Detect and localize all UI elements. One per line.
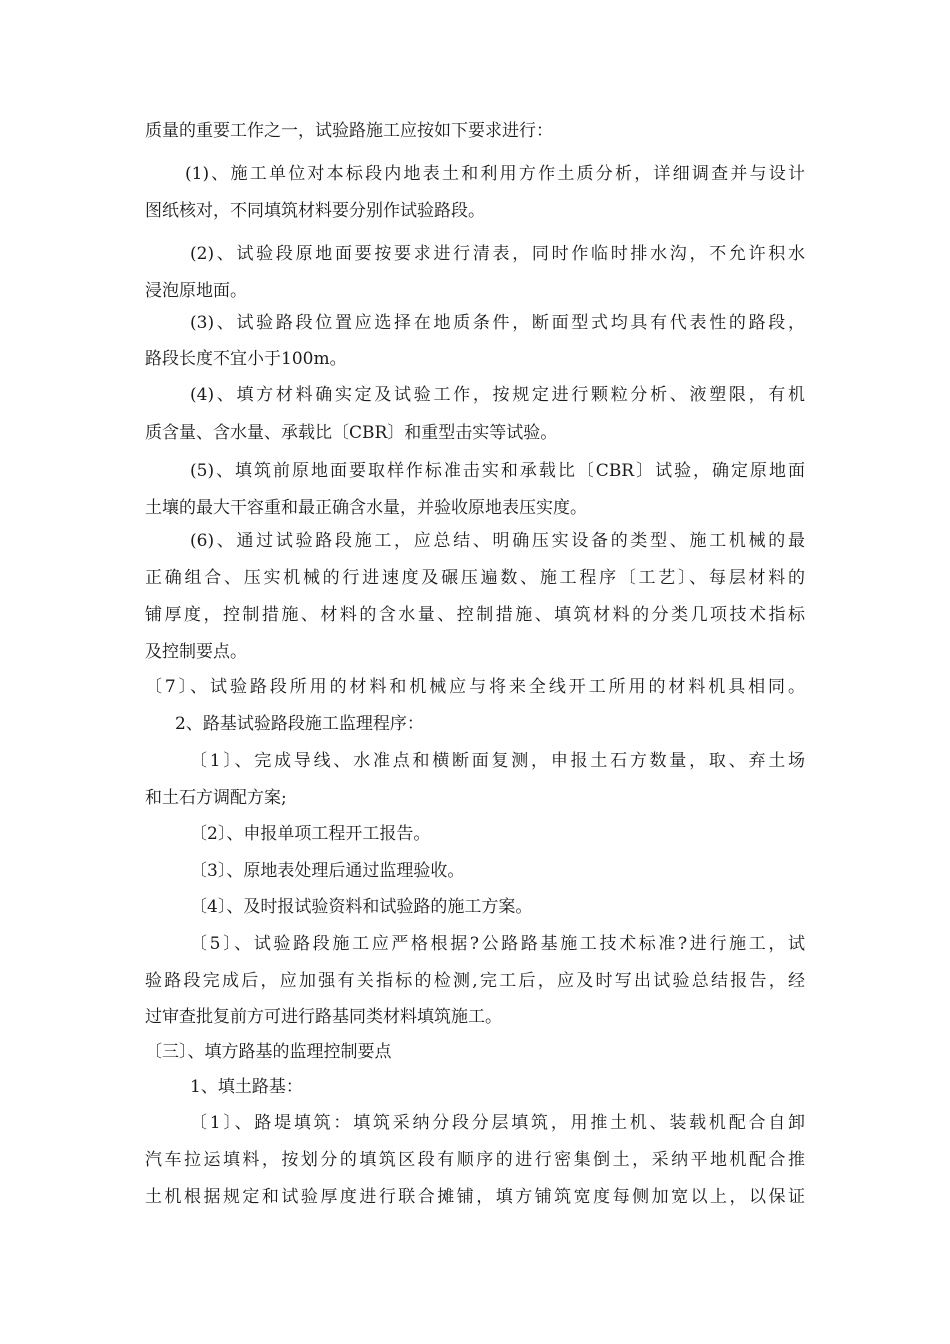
text-line: 铺厚度，控制措施、材料的含水量、控制措施、填筑材料的分类几项技术指标 bbox=[145, 605, 805, 625]
text-line: 土壤的最大干容重和最正确含水量，并验收原地表压实度。 bbox=[145, 498, 587, 518]
section-heading: 〔三〕、填方路基的监理控制要点 bbox=[145, 1042, 392, 1062]
text-line: 和土石方调配方案; bbox=[145, 788, 287, 808]
text-line: 质量的重要工作之一，试验路施工应按如下要求进行： bbox=[145, 121, 553, 141]
text-line: 验路段完成后，应加强有关指标的检测,完工后，应及时写出试验总结报告，经 bbox=[145, 971, 805, 991]
text-line: 〔1〕、路堤填筑：填筑采纳分段分层填筑，用推土机、装载机配合自卸 bbox=[190, 1113, 805, 1133]
text-line: 〔3〕、原地表处理后通过监理验收。 bbox=[190, 861, 465, 881]
text-line: 图纸核对，不同填筑材料要分别作试验路段。 bbox=[145, 201, 485, 221]
text-line: 〔4〕、及时报试验资料和试验路的施工方案。 bbox=[190, 897, 533, 917]
text-line: 〔1〕、完成导线、水准点和横断面复测，申报土石方数量，取、弃土场 bbox=[190, 751, 805, 771]
text-line: 〔7〕、试验路段所用的材料和机械应与将来全线开工所用的材料机具相同。 bbox=[145, 677, 805, 697]
text-line: 汽车拉运填料，按划分的填筑区段有顺序的进行密集倒土，采纳平地机配合推 bbox=[145, 1150, 805, 1170]
subsection-heading: 1、填土路基： bbox=[190, 1077, 303, 1097]
text-line: 土机根据规定和试验厚度进行联合摊铺，填方铺筑宽度每侧加宽以上，以保证 bbox=[145, 1187, 805, 1207]
text-line: 〔5〕、试验路段施工应严格根据?公路路基施工技术标准?进行施工，试 bbox=[190, 934, 805, 954]
text-line: (5)、填筑前原地面要取样作标准击实和承载比〔CBR〕试验，确定原地面 bbox=[190, 461, 805, 481]
text-line: 2、路基试验路段施工监理程序： bbox=[175, 714, 424, 734]
text-line: 〔2〕、申报单项工程开工报告。 bbox=[190, 824, 431, 844]
text-line: 正确组合、压实机械的行进速度及碾压遍数、施工程序〔工艺〕、每层材料的 bbox=[145, 568, 805, 588]
text-line: (2)、试验段原地面要按要求进行清表，同时作临时排水沟，不允许积水 bbox=[190, 244, 805, 264]
text-line: (6)、通过试验路段施工，应总结、明确压实设备的类型、施工机械的最 bbox=[190, 531, 805, 551]
text-line: 路段长度不宜小于100m。 bbox=[145, 349, 347, 369]
text-line: (4)、填方材料确实定及试验工作，按规定进行颗粒分析、液塑限，有机 bbox=[190, 385, 805, 405]
text-line: 浸泡原地面。 bbox=[145, 281, 247, 301]
text-line: (1)、施工单位对本标段内地表土和利用方作土质分析，详细调查并与设计 bbox=[185, 164, 805, 184]
text-line: (3)、试验路段位置应选择在地质条件，断面型式均具有代表性的路段， bbox=[190, 313, 805, 333]
text-line: 质含量、含水量、承载比〔CBR〕和重型击实等试验。 bbox=[145, 423, 558, 443]
text-line: 过审查批复前方可进行路基同类材料填筑施工。 bbox=[145, 1007, 502, 1027]
text-line: 及控制要点。 bbox=[145, 642, 247, 662]
